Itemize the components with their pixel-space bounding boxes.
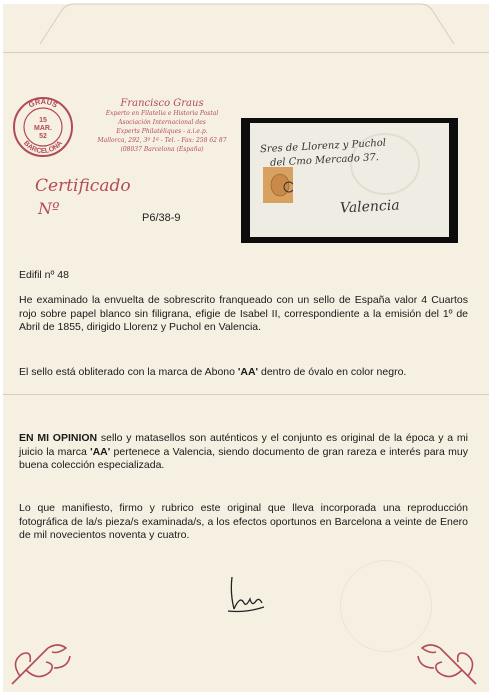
address-line-1: Sres de Llorenz y Puchol: [259, 137, 387, 156]
fold-line-top: [3, 52, 489, 53]
letterhead-line: Experts Philatéliques - a.i.e.p.: [116, 128, 208, 135]
mark-text: 'AA': [90, 445, 111, 458]
text-run: sello y matasellos son auténticos y el conjunto es original de la época y a mi juicio la marca: [19, 432, 468, 458]
postage-stamp: [263, 167, 293, 203]
corner-ornament-right: [414, 638, 480, 688]
expert-name: Francisco Graus: [120, 98, 204, 109]
address-city: Valencia: [339, 197, 401, 217]
fold-line-middle: [3, 394, 489, 395]
cover-photo: [241, 118, 458, 243]
letterhead-line: Asociación Internacional des: [118, 119, 206, 126]
letterhead-line: Experto en Filatelia e Historia Postal: [105, 110, 219, 117]
signature: [226, 573, 266, 615]
paragraph-cancellation: [19, 366, 468, 380]
seal-stamp: [12, 96, 74, 158]
text-run: pertenece a Valencia, siendo documento de gran rareza e interés para muy buena colección especializada.: [19, 445, 468, 472]
certificate-title: Certificado: [35, 176, 131, 196]
address-line-2: del Cmo Mercado 37.: [269, 152, 380, 169]
paragraph-declaration: Lo que manifiesto, firmo y rubrico este original que lleva incorporada una reproducción fotográfica de la/s pieza/s examinada/s, a los efectos oportunos en Barcelona a veinte de Enero de mil novecientos noventa y cuatro.: [19, 502, 468, 542]
letterhead-line: Mallorca, 292, 3º 1ª - Tel. - Fax: 258 62 87: [97, 137, 227, 144]
seal-top-text: GRAUS: [26, 96, 60, 110]
edifil-catalog: Edifil nº 48: [19, 269, 69, 281]
opinion-lead: EN MI OPINION: [19, 432, 98, 444]
certificate-number: P6/38-9: [142, 212, 181, 224]
seal-bottom-text: BARCELONA: [22, 139, 64, 156]
corner-ornament-left: [8, 638, 74, 688]
seal-month: MAR.: [34, 125, 52, 132]
mark-text: 'AA': [237, 366, 259, 378]
text-run: El sello está obliterado con la marca de Abono: [19, 366, 238, 378]
letterhead-line: (08037 Barcelona (España): [120, 146, 204, 153]
letterhead: [82, 98, 242, 154]
paragraph-description: He examinado la envuelta de sobrescrito franqueado con un sello de España valor 4 Cuartos rojo sobre papel blanco sin filigrana, efigie de Isabel II, correspondiente a la emisión del 1º de Abril de 1855, dirigido Llorenz y Puchol en Valencia.: [19, 294, 468, 334]
text-run: dentro de óvalo en color negro.: [258, 366, 407, 378]
folder-tab: [40, 0, 454, 44]
paragraph-opinion: [19, 432, 468, 473]
stamp-cancel-mark: [263, 167, 293, 203]
seal-year: 52: [39, 133, 47, 140]
seal-day: 15: [39, 117, 47, 124]
cover-envelope: [250, 123, 449, 237]
certificate-number-label: Nº: [38, 199, 60, 218]
